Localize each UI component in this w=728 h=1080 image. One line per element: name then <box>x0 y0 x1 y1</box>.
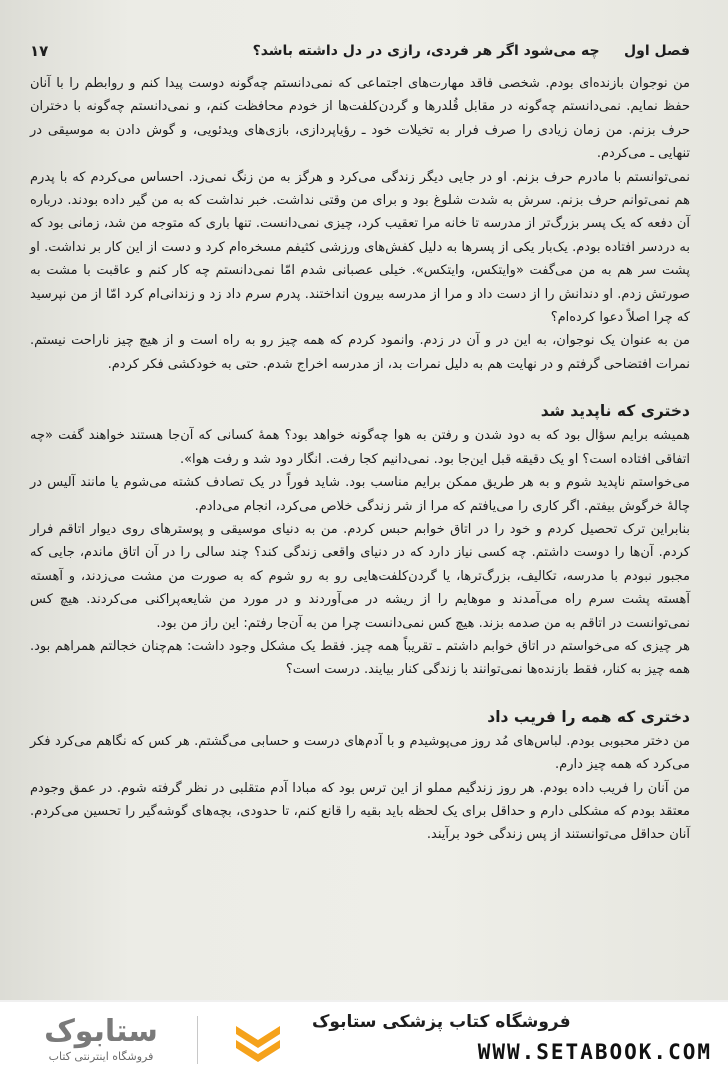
chapter-title: چه می‌شود اگر هر فردی، رازی در دل داشته باشد؟ <box>252 43 600 59</box>
store-logo <box>26 1014 176 1066</box>
page-number: ۱۷ <box>30 42 49 60</box>
divider <box>197 1016 198 1064</box>
chevron-logo-icon <box>232 1014 284 1066</box>
logo-subtitle: فروشگاه اینترنتی کتاب <box>48 1050 154 1063</box>
store-banner <box>0 1000 728 1080</box>
page-header <box>30 36 690 66</box>
section-heading: دختری که همه را فریب داد <box>487 707 690 726</box>
section-heading: دختری که ناپدید شد <box>540 402 690 421</box>
paragraph: نمی‌توانستم با مادرم حرف بزنم. او در جایی دیگر زندگی می‌کرد و هرگز به من زنگ نمی‌زد. احساس می‌کردم که با پدرم هم نمی‌توانم حرف بزنم. سرش به شدت شلوغ بود و برای من وقتی نداشت. خبر نداشت که به من گیر داده بودند. درباره آن دفعه که یک پسر بزرگ‌تر از مدرسه تا خانه مرا تعقیب کرد، چیزی نمی‌دانست. تنها باری که متوجه من شد، زمانی بود که به دردسر افتاده بودم. یک‌بار یکی از پسرها به دلیل کفش‌های ورزشی کثیفم مسخره‌ام کرد و دست از این کار بر نداشت. او پشت سر هم به من می‌گفت «وایتکس، وایتکس». خیلی عصبانی شدم امّا نمی‌دانستم چه کار کنم و عاقبت با مشت به صورتش زدم. او دندانش را از دست داد و مرا از مدرسه بیرون انداختند. پدرم سرم داد زد و زندانی‌ام کرد امّا از من نپرسید که چرا اصلاً دعوا کرده‌ام؟ <box>30 169 690 326</box>
divider <box>0 1000 728 1002</box>
page-body <box>30 72 690 847</box>
paragraph: من به عنوان یک نوجوان، به این در و آن در زدم. وانمود کردم که همه چیز رو به راه است و از هیچ چیز ناراحت نیستم. نمرات افتضاحی گرفتم و در نهایت هم به دلیل نمرات بد، از مدرسه اخراج شدم. حتی به خودکشی فکر کردم. <box>30 333 690 372</box>
paragraph: می‌خواستم ناپدید شوم و به هر طریق ممکن برایم مناسب بود. شاید فوراً در یک تصادف کشته می‌شوم یا مانند آلیس در چالهٔ خرگوش بیفتم. اگر کاری را می‌یافتم که مرا از شر زندگی خلاص می‌کرد، انجام می‌دادم. <box>30 475 690 514</box>
store-name: فروشگاه کتاب پزشکی ستابوک <box>312 1012 571 1032</box>
store-url[interactable]: WWW.SETABOOK.COM <box>477 1040 712 1064</box>
paragraph: من دختر محبوبی بودم. لباس‌های مُد روز می‌پوشیدم و با آدم‌های درست و حسابی می‌گشتم. هر کس که نگاهم می‌کرد فکر می‌کرد که همه چیز دارم. <box>30 733 690 773</box>
running-title <box>253 43 690 59</box>
paragraph: بنابراین ترک تحصیل کردم و خود را در اتاق خوابم حبس کردم. من به دنیای موسیقی و پوسترهای روی دیوار اتاقم فرار کردم. آن‌ها را دوست داشتم. چه کسی نیاز دارد که در دنیای واقعی زندگی کند؟ چند سالی را در آن اتاق ماندم، جایی که مجبور نبودم با مدرسه، تکالیف، بزرگ‌ترها، یا گردن‌کلفت‌هایی رو به رو شوم که به صورت من مشت می‌زدند، و آهسته آهسته پشت سرم راه می‌آمدند و موهایم را از ریشه در می‌آوردند و در مورد من شایعه‌پراکنی می‌کردند. هیچ کس نمی‌توانست در اتاقم به من صدمه بزند. هیچ کس نمی‌دانست چرا من به آن‌جا رفتم: این راز من بود. <box>30 521 690 631</box>
paragraph: همیشه برایم سؤال بود که به دود شدن و رفتن به هوا چه‌گونه خواهد بود؟ همهٔ کسانی که آن‌جا هستند خواهند گفت «چه اتفاقی افتاده است؟ او یک دقیقه قبل این‌جا بود. نمی‌دانیم کجا رفت. انگار دود شد و رفت هوا». <box>30 428 690 467</box>
paragraph: من آنان را فریب داده بودم. هر روز زندگیم مملو از این ترس بود که مبادا آدم متقلبی در نظر گرفته شوم. در عمق وجودم معتقد بودم که مشکلی دارم و حداقل برای یک لحظه باید بقیه را قانع کنم، تا حدودی، بچه‌های گوشه‌گیر را تحسین می‌کردم. آنان حداقل می‌توانستند از پس زندگی خود برآیند. <box>30 780 690 843</box>
paragraph: هر چیزی که می‌خواستم در اتاق خوابم داشتم ـ تقریباً همه چیز. فقط یک مشکل وجود داشت: هم‌چنان خجالتم همراهم بود. همه چیز به کنار، فقط بازنده‌ها نمی‌توانند با زندگی کنار بیایند. درست است؟ <box>30 638 690 678</box>
paragraph: من نوجوان بازنده‌ای بودم. شخصی فاقد مهارت‌های اجتماعی که نمی‌دانستم چه‌گونه دوست پیدا کنم و روابطم را با آنان حفظ نمایم. نمی‌دانستم چه‌گونه در مقابل قُلدرها و گردن‌کلفت‌ها از خودم محافظت کنم، و نمی‌دانستم چه‌گونه با دختران حرف بزنم. من زمان زیادی را صرف فرار به تخیلات خود ـ رؤیاپردازی، بازی‌های ویدئویی، و گوش دادن به موسیقی در تنهایی ـ می‌کردم. <box>30 76 690 162</box>
logo-wordmark: ستابوک <box>44 1014 158 1049</box>
chapter-label: فصل اول <box>624 43 690 59</box>
